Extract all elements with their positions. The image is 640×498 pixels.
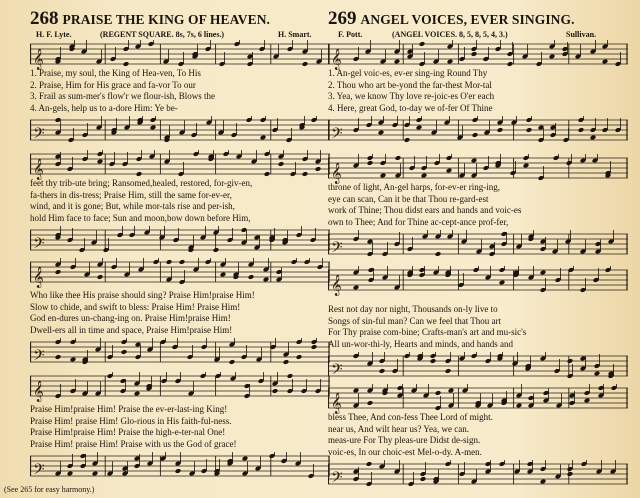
music-staff-system — [328, 384, 628, 414]
hymn-number: 268 — [30, 8, 59, 29]
tune-name: (ANGEL VOICES. 8, 5, 8, 5, 4, 3.) — [392, 30, 508, 39]
lyrics-system — [328, 68, 628, 114]
hymn-header — [328, 8, 575, 30]
clef-icon: 𝄞 — [33, 159, 44, 180]
lyric-line: Who like thee His praise should sing? Praise Him!praise Him! — [30, 290, 255, 300]
clef-icon: 𝄞 — [33, 381, 44, 402]
staff-lines — [328, 464, 628, 484]
lyricist: H. F. Lyte. — [36, 30, 72, 39]
composer: H. Smart. — [278, 30, 312, 39]
lyric-line: eye can scan, Can it be that Thou re-gard-est — [328, 193, 489, 204]
lyric-line: Dwell-ers all in time and space, Praise Him!praise Him! — [30, 324, 233, 335]
clef-icon: 𝄢 — [331, 361, 343, 382]
lyric-line: God en-dures un-chang-ing on. Praise Him!praise Him! — [30, 313, 231, 323]
lyric-line: Praise Him!praise Him! Praise the ev-er-last-ing King! — [30, 404, 228, 414]
lyric-line: own to Thee; And for Thine ac-cept-ance prof-fer, — [328, 216, 509, 227]
lyric-line: fa-thers in dis-tress; Praise Him, still the same for-ev-er, — [30, 189, 232, 200]
music-staff-system — [328, 352, 628, 384]
lyric-line: near us, And wilt hear us? Yea, we can. — [328, 423, 469, 434]
lyrics-system — [30, 68, 330, 114]
lyric-line: throne of light, An-gel harps, for-ev-er ring-ing, — [328, 182, 501, 192]
music-staff-system — [30, 338, 330, 370]
music-staff-system — [30, 226, 330, 258]
lyrics-system — [328, 412, 628, 458]
staff-lines — [30, 120, 330, 140]
lyric-line: Praise Him!praise Him! Praise the high-e-ter-nal One! — [30, 427, 226, 437]
composer: Sullivan. — [566, 30, 597, 39]
lyric-line: 4. Here, great God, to-day we of-fer Of Thine — [328, 102, 493, 113]
lyric-line: 3. Frail as sum-mer's flow'r we flour-ish, Blows the — [30, 91, 216, 101]
clef-icon: 𝄞 — [33, 49, 44, 70]
lyric-line: wind, and it is gone; But, while mor-tals rise and per-ish, — [30, 201, 235, 211]
clef-icon: 𝄢 — [331, 469, 343, 486]
lyric-line: bless Thee, And con-fess Thee Lord of might. — [328, 412, 493, 422]
lyric-line: 2. Thou who art be-yond the far-thest Mor-tal — [328, 79, 492, 90]
lyric-line: hold Him face to face; Sun and moon,bow down before Him, — [30, 212, 251, 223]
lyric-line: All un-wor-thi-ly, Hearts and minds, and hands and — [328, 338, 513, 349]
clef-icon: 𝄢 — [33, 347, 45, 368]
lyric-line: Praise Him! praise Him! Glo-rious in His faith-ful-ness. — [30, 415, 232, 426]
hymn-title: PRAISE THE KING OF HEAVEN. — [62, 12, 271, 27]
lyricist: F. Pott. — [338, 30, 363, 39]
music-staff-system — [30, 116, 330, 152]
clef-icon: 𝄞 — [331, 163, 342, 184]
lyric-line: meas-ure For Thy pleas-ure Didst de-sign. — [328, 435, 481, 445]
lyric-line: feet thy trib-ute bring; Ransomed,healed, restored, for-giv-en, — [30, 178, 253, 188]
lyric-line: Rest not day nor night, Thousands on-ly live to — [328, 304, 498, 314]
music-staff-system — [30, 372, 330, 404]
music-staff-system — [328, 230, 628, 262]
clef-icon: 𝄢 — [331, 125, 343, 146]
hymn-number: 269 — [328, 8, 357, 29]
lyrics-system — [30, 404, 330, 450]
staff-lines — [30, 154, 330, 174]
lyrics-system — [328, 182, 628, 228]
music-staff-system — [328, 154, 628, 184]
hymn-header — [30, 8, 270, 30]
clef-icon: 𝄞 — [331, 393, 342, 414]
lyric-line: 1. Praise, my soul, the King of Hea-ven, To His — [30, 68, 201, 78]
lyric-line: 1. An-gel voic-es, ev-er sing-ing Round Thy — [328, 68, 488, 78]
staff-lines — [30, 44, 330, 64]
lyric-line: Songs of sin-ful man? Can we feel that Thou art — [328, 315, 502, 326]
music-staff-system — [30, 258, 330, 290]
staff-lines — [328, 44, 628, 64]
clef-icon: 𝄢 — [33, 125, 45, 146]
clef-icon: 𝄢 — [331, 239, 343, 260]
staff-lines — [30, 376, 330, 396]
clef-icon: 𝄢 — [33, 461, 45, 482]
music-staff-system — [328, 266, 628, 300]
music-staff-system — [30, 452, 330, 484]
music-staff-system — [328, 116, 628, 152]
clef-icon: 𝄢 — [33, 235, 45, 256]
tune-name: (REGENT SQUARE. 8s, 7s, 6 lines.) — [100, 30, 225, 39]
lyric-line: 4. An-gels, help us to a-dore Him: Ye be- — [30, 102, 178, 113]
lyric-line: 3. Yea, we know Thy love re-joic-es O'er each — [328, 91, 495, 101]
lyric-line: Praise Him! praise Him! Praise with us the God of grace! — [30, 438, 237, 449]
lyrics-system — [30, 290, 330, 336]
staff-lines — [30, 262, 330, 282]
lyric-line: work of Thine; Thou didst ears and hands and voic-es — [328, 205, 522, 215]
lyric-line: For Thy praise com-bine; Crafts-man's art and mu-sic's — [328, 327, 527, 337]
clef-icon: 𝄞 — [33, 267, 44, 288]
lyric-line: Slow to chide, and swift to bless: Praise Him! Praise Him! — [30, 301, 241, 312]
lyric-line: voic-es, In our choic-est Mel-o-dy. A-men. — [328, 446, 482, 457]
clef-icon: 𝄞 — [331, 275, 342, 296]
footnote: (See 265 for easy harmony.) — [4, 485, 95, 494]
music-staff-system — [328, 460, 628, 486]
lyric-line: 2. Praise, Him for His grace and fa-vor To our — [30, 79, 196, 90]
clef-icon: 𝄞 — [331, 49, 342, 70]
hymn-title: ANGEL VOICES, EVER SINGING. — [360, 12, 575, 27]
music-staff-system — [30, 150, 330, 180]
lyrics-system — [30, 178, 330, 224]
lyrics-system — [328, 304, 628, 350]
